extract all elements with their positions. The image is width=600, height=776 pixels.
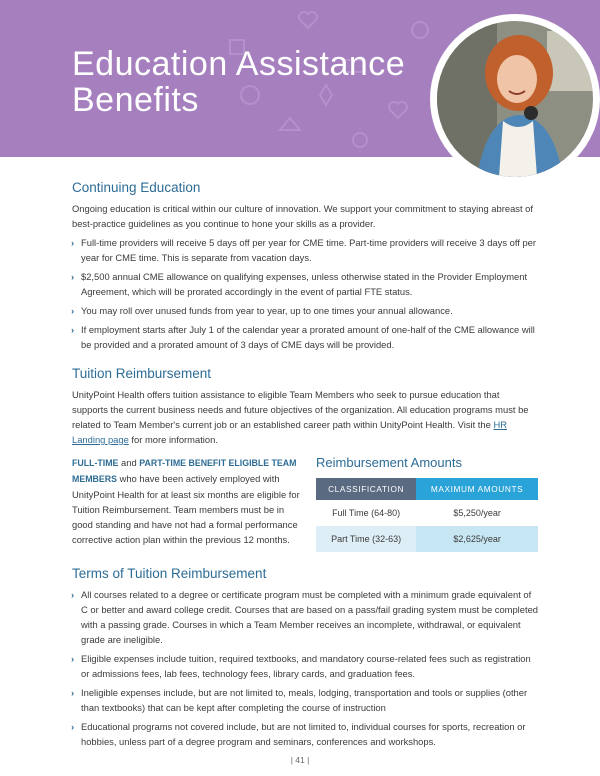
list-item: › Ineligible expenses include, but are not limited to, meals, lodging, transportation and tools or supplies (other than textbooks) that can be kept after completing the course of instruction bbox=[71, 687, 528, 713]
chevron-right-icon: › bbox=[71, 589, 75, 600]
classification-cell: Full Time (64-80) bbox=[332, 508, 401, 518]
tuition-heading: Tuition Reimbursement bbox=[72, 366, 212, 381]
page-title bbox=[72, 46, 405, 118]
chevron-right-icon: › bbox=[71, 653, 75, 664]
table-row bbox=[316, 526, 538, 552]
tuition-intro: UnityPoint Health offers tuition assistance to eligible Team Members who seek to pursue education that supports the current business needs and future objectives of the organization. All education programs must be related to Team Member's current job or an established career path within UnityPoint Health. Visit the HR Landing page for more information. bbox=[72, 389, 529, 445]
chevron-right-icon: › bbox=[71, 721, 75, 732]
list-item: › Full-time providers will receive 5 days off per year for CME time. Part-time providers will receive 3 days off per year for CME time. This is separate from vacation days. bbox=[71, 237, 537, 263]
portrait-photo bbox=[437, 21, 593, 177]
list-item: › Educational programs not covered include, but are not limited to, individual courses for sports, recreation or hobbies, unless part of a degree program and seminars, conferences and workshops. bbox=[71, 721, 526, 747]
title-line-1: Education Assistance bbox=[72, 45, 406, 83]
terms-list bbox=[72, 587, 538, 749]
list-item: › You may roll over unused funds from year to year, up to one times your annual allowance. bbox=[71, 305, 453, 316]
full-time-label: FULL-TIME bbox=[72, 458, 119, 468]
chevron-right-icon: › bbox=[71, 324, 75, 335]
eligibility-text: FULL-TIME and PART-TIME BENEFIT ELIGIBLE TEAM MEMBERS who have been actively employed with UnityPoint Health for at least six months are eligible for Tuition Reimbursement. Team members must be in good standing and have not had a formal performance corrective action plan within the previous 12 months. bbox=[72, 457, 300, 545]
list-item: › Eligible expenses include tuition, required textbooks, and mandatory course-related fees such as registration or admissions fees, lab fees, technology fees, library cards, and graduation fees. bbox=[71, 653, 531, 679]
reimbursement-heading: Reimbursement Amounts bbox=[316, 455, 462, 470]
list-item: › $2,500 annual CME allowance on qualifying expenses, unless otherwise stated in the Provider Employment Agreement, which will be prorated accordingly in the event of partial FTE status. bbox=[71, 271, 528, 297]
continuing-education-intro: Ongoing education is critical within our culture of innovation. We support your commitment to staying abreast of best-practice guidelines as you continue to hone your skills as a provider. bbox=[72, 203, 533, 229]
table-header-row bbox=[316, 478, 538, 500]
chevron-right-icon: › bbox=[71, 237, 75, 248]
maximum-amounts-header: MAXIMUM AMOUNTS bbox=[416, 478, 538, 500]
classification-header: CLASSIFICATION bbox=[316, 478, 416, 500]
portrait-illustration bbox=[437, 21, 593, 177]
chevron-right-icon: › bbox=[71, 687, 75, 698]
classification-cell: Part Time (32-63) bbox=[316, 526, 416, 552]
list-item: › All courses related to a degree or certificate program must be completed with a minimum grade equivalent of C or better and award college credit. Courses that are based on a pass/fail grading system must be completed with a passing grade. Courses in which a Team Member receives an incomplete, withdrawal, or equivalent grade are ineligible. bbox=[71, 589, 539, 645]
part-time-label: PART-TIME BENEFIT ELIGIBLE TEAM MEMBERS bbox=[72, 458, 297, 484]
continuing-education-list bbox=[72, 235, 538, 352]
chevron-right-icon: › bbox=[71, 305, 75, 316]
continuing-education-heading: Continuing Education bbox=[72, 180, 201, 195]
reimbursement-table bbox=[316, 478, 538, 552]
main-content bbox=[72, 180, 538, 753]
eligibility-row bbox=[72, 455, 538, 552]
amount-cell: $2,625/year bbox=[416, 526, 538, 552]
tuition-section bbox=[72, 366, 538, 552]
amount-cell: $5,250/year bbox=[453, 508, 501, 518]
chevron-right-icon: › bbox=[71, 271, 75, 282]
title-line-2: Benefits bbox=[72, 81, 199, 119]
terms-section bbox=[72, 566, 538, 749]
table-row bbox=[316, 500, 538, 526]
page-number: | 41 | bbox=[290, 755, 310, 765]
terms-heading: Terms of Tuition Reimbursement bbox=[72, 566, 267, 581]
continuing-education-section bbox=[72, 180, 538, 352]
list-item: › If employment starts after July 1 of the calendar year a prorated amount of one-half of the CME allowance will be provided and a prorated amount of 3 days of CME days will be provided. bbox=[71, 324, 535, 350]
hr-landing-page-link[interactable]: HR Landing page bbox=[72, 419, 507, 445]
reimbursement-amounts bbox=[316, 455, 538, 552]
